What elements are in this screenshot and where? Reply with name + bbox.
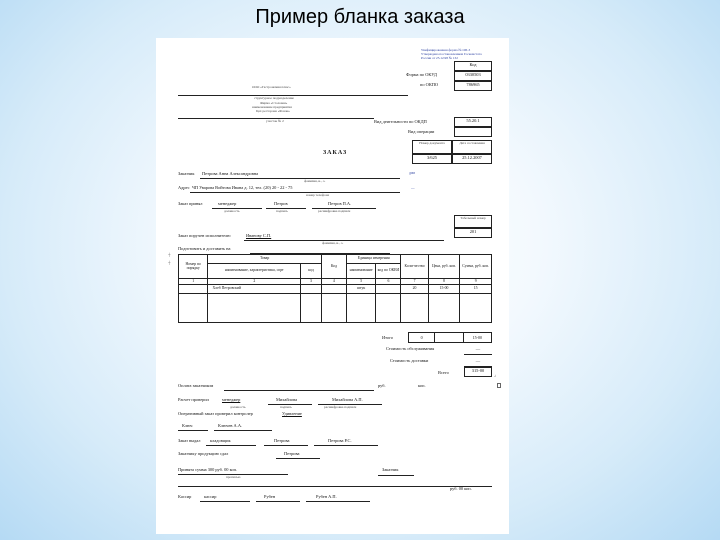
- col-header-qty: Коли-чество: [401, 255, 428, 279]
- payment-caption: прописью: [226, 475, 241, 479]
- col-index-5: 5: [346, 279, 375, 285]
- calc-role: менеджер: [222, 397, 241, 402]
- col-header-sum: Сумма, руб. коп.: [460, 255, 492, 279]
- total-sum: 315-00: [471, 368, 485, 373]
- form-stub-line2: Утверждена постановлением Госкомстата: [421, 52, 482, 56]
- tab-number-value: 201: [469, 229, 477, 234]
- table-row: [179, 285, 492, 294]
- col-header-goods-code: код: [301, 264, 322, 279]
- okpo-value: 786965: [466, 82, 480, 87]
- cashier-date: руб. 00 коп.: [450, 486, 472, 491]
- col-index-9: 9: [460, 279, 492, 285]
- deliv-signature: Петрова: [274, 438, 290, 443]
- accepted-label: Заказ принял: [178, 201, 203, 206]
- customer-name-caption: фамилия, и., о.: [304, 179, 326, 183]
- deliv-role: кладовщик: [210, 438, 231, 443]
- doc-date-header: Дата составления: [459, 141, 485, 145]
- org-caption: ООО «Гастрономия плюс»: [252, 85, 291, 89]
- org-caption-3: Цех ресторана «Фазан»: [256, 109, 290, 113]
- accepted-role: менеджер: [218, 201, 237, 206]
- deliv-name: Петрова Р.С.: [328, 438, 352, 443]
- payment-label: Принята сумма 300 руб. 00 коп.: [178, 467, 238, 472]
- prepare-text: Подготовить и доставить на: [178, 246, 231, 251]
- order-form-sheet: Унифицированная форма № ОП-3 Утверждена постановлением Госкомстата России от 25.12.98 № 132 Код 0330503 Форма по ОКУД 786965 по ОКПО 55.20.1 Вид деятельности по ОКДП Вид операции ООО «Гастрономия плюс» структурное подразделение Фирма «Столовая» наименование предприятия Цех ресторана «Фазан» участок № 2 ЗАКАЗ Номер документа Дата составления 3/625 25.12.2007 Заказчик Петрова Анна Александровна фамилия, и., о. дом Адрес ЧП Уварова Войтова Ивана д. 12, тел. (20) 20 - 22 - 75 номер телефона — Заказ принял менеджер Петров Петров П.А. должность подпись расшифровка подписи Табельный номер 201 Заказ поручен исполнителю Иванову С.П. фамилия, и., о. Подготовить и доставить на ┼ ┼ Номер по порядку Товар Код Единица измерения Коли-чество Цена, руб. коп. Сумма, руб. коп. наименование, характеристика, сорт код наименование код по ОКЕИ 1 2 3 4 5 6 7 8 9 Хлеб Петровский штук 20 15-00 15 Итого 0 15-00 Стоимость обслуживания — Стоимость доставки — Всего 315-00 ┘ Оплата заказчиком руб. коп. Расчет проверил менеджер Михайлова Михайлова А.П. должность подпись расшифровка подписи Оперативный заказ проверил контролер Удивление Ключ Ключев А.А. Заказ выдал кладовщик Петрова Петрова Р.С. Заказчику продукцию сдал Петрова Принята сумма 300 руб. 00 коп. прописью Заказчик руб. 00 коп. Кассир кассир Рубен Рубен А.П.: [156, 38, 509, 534]
- form-stub-line3: России от 25.12.98 № 132: [421, 56, 458, 60]
- operation-label: Вид операции: [408, 129, 435, 134]
- executor-label: Заказ поручен исполнителю: [178, 233, 231, 238]
- okdp-label: Вид деятельности по ОКДП: [374, 119, 427, 124]
- row-goods-name: Хлеб Петровский: [208, 285, 301, 294]
- col-header-unit: Единица измерения: [346, 255, 401, 264]
- payment-place-label: Заказчик: [382, 467, 399, 472]
- paid-rub: руб.: [378, 383, 386, 388]
- code-header: Код: [469, 62, 477, 67]
- doc-number-header: Номер документа: [419, 141, 445, 145]
- calc-role-caption: должность: [230, 405, 246, 409]
- calc-label: Расчет проверил: [178, 397, 209, 402]
- cashier-signature: Рубен: [264, 494, 276, 499]
- check-name: Ключев А.А.: [218, 423, 243, 428]
- paid-kop: коп.: [418, 383, 426, 388]
- total-label: Всего: [438, 370, 449, 375]
- cashier-name: Рубен А.П.: [316, 494, 337, 499]
- okud-label: Форма по ОКУД: [406, 72, 437, 77]
- org-caption-1: Фирма «Столовая»: [260, 101, 288, 105]
- received-label: Заказчику продукцию сдал: [178, 451, 229, 456]
- resize-handle[interactable]: [497, 383, 501, 388]
- okud-value: 0330503: [465, 72, 481, 77]
- executor-name: Иванову С.П.: [246, 233, 272, 238]
- calc-signature: Михайлова: [276, 397, 298, 402]
- calc-name-caption: расшифровка подписи: [324, 405, 357, 409]
- col-header-number: Номер по порядку: [179, 255, 208, 279]
- accepted-role-caption: должность: [224, 209, 240, 213]
- service-dash: —: [475, 346, 481, 351]
- col-index-6: 6: [376, 279, 401, 285]
- org-caption-4: участок № 2: [266, 119, 284, 123]
- customer-label: Заказчик: [178, 171, 195, 176]
- document-title: ЗАКАЗ: [323, 150, 348, 156]
- col-header-unit-name: наименование: [346, 264, 375, 279]
- col-index-4: 4: [321, 279, 346, 285]
- row-unit: штук: [346, 285, 375, 294]
- delivery-label: Стоимость доставки: [390, 358, 429, 363]
- deliv-label: Заказ выдал: [178, 438, 201, 443]
- calc-signature-caption: подпись: [280, 405, 292, 409]
- totals-table: [408, 332, 492, 343]
- col-index-3: 3: [301, 279, 322, 285]
- accepted-name-caption: расшифровка подписи: [318, 209, 351, 213]
- service-label: Стоимость обслуживания: [386, 346, 435, 351]
- row-price: 15-00: [428, 285, 460, 294]
- org-caption-2: наименование предприятия: [252, 105, 292, 109]
- customer-name: Петрова Анна Александровна: [202, 171, 259, 176]
- col-header-goods: Товар: [208, 255, 321, 264]
- org-subdiv-caption: структурное подразделение: [254, 96, 294, 100]
- doc-date-value: 25.12.2007: [462, 155, 482, 160]
- col-header-goods-name: наименование, характеристика, сорт: [208, 264, 301, 279]
- goods-table: [178, 254, 492, 323]
- itog-sum: 15-00: [463, 333, 491, 343]
- col-index-8: 8: [428, 279, 460, 285]
- itog-num: 0: [409, 333, 435, 343]
- customer-address: ЧП Уварова Войтова Ивана д. 12, тел. (20) 20 - 22 - 75: [192, 185, 293, 190]
- row-sum: 15: [460, 285, 492, 294]
- okpo-label: по ОКПО: [420, 82, 439, 87]
- check-label: Оперативный заказ проверил контролер: [178, 411, 253, 416]
- executor-caption: фамилия, и., о.: [322, 241, 344, 245]
- col-index-7: 7: [401, 279, 428, 285]
- check-value: Удивление: [282, 411, 302, 416]
- address-mark: —: [411, 186, 415, 190]
- col-header-unit-okei: код по ОКЕИ: [376, 264, 401, 279]
- slide-title: Пример бланка заказа: [255, 6, 465, 28]
- col-index-2: 2: [208, 279, 301, 285]
- okdp-value: 55.20.1: [466, 118, 480, 123]
- accepted-name: Петров П.А.: [328, 201, 352, 206]
- form-stub-line1: Унифицированная форма № ОП-3: [421, 48, 471, 52]
- col-header-code: Код: [321, 255, 346, 279]
- paid-label: Оплата заказчиком: [178, 383, 214, 388]
- row-qty: 20: [401, 285, 428, 294]
- delivery-dash: —: [475, 358, 481, 363]
- doc-number-value: 3/625: [426, 155, 437, 160]
- address-label: Адрес: [178, 185, 190, 190]
- cashier-label: Кассир: [178, 494, 192, 499]
- received-signature: Петрова: [284, 451, 300, 456]
- customer-mark: дом: [409, 171, 415, 175]
- tab-number-header: Табельный номер: [460, 216, 486, 220]
- col-index-1: 1: [179, 279, 208, 285]
- check-signature: Ключ: [182, 423, 193, 428]
- col-header-price: Цена, руб. коп.: [428, 255, 460, 279]
- accepted-signature-caption: подпись: [276, 209, 288, 213]
- calc-name: Михайлова А.П.: [332, 397, 363, 402]
- address-caption: номер телефона: [306, 193, 330, 197]
- itog-label: Итого: [382, 335, 394, 340]
- cashier-role: кассир: [204, 494, 217, 499]
- accepted-signature: Петров: [274, 201, 288, 206]
